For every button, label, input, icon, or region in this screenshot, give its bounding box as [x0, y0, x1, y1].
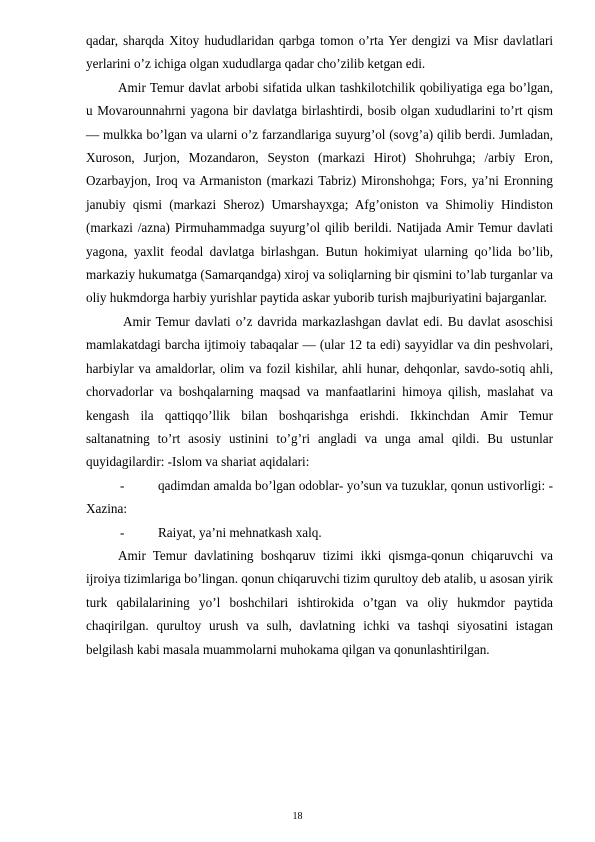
text-body	[86, 29, 553, 661]
list-item-text: qadimdan amalda bo’lgan odoblar- yo’sun va tuzuklar, qonun ustivorligi: - Xazina:	[86, 477, 553, 517]
list-item-text: Raiyat, ya’ni mehnatkash xalq.	[158, 524, 322, 540]
page-number: 18	[292, 811, 303, 822]
list-item	[86, 474, 553, 521]
paragraph-amir-temur-statesman: Amir Temur davlat arbobi sifatida ulkan tashkilotchilik qobiliyatiga ega bo’lgan, u Movarounnahrni yagona bir davlatga birlashtirdi, bosib olgan xududlarini to’rt qism — mulkka bo’lgan va ularni o’z farzandlariga suyurg’ol (sovg’a) qilib berdi. Jumladan, Xuroson, Jurjon, Mozandaron, Seyston (markazi Hirot) Shohruhga; /arbiy Eron, Ozarbayjon, Iroq va Armaniston (markazi Tabriz) Mironshohga; Fors, ya’ni Eronning janubiy qismi (markazi Sheroz) Umarshayxga; Afg’oniston va Shimoliy Hindiston (markazi /azna) Pirmuhammadga suyurg’ol qilib berildi. Natijada Amir Temur davlati yagona, yaxlit feodal davlatga birlashgan. Butun hokimiyat ularning qo’lida bo’lib, markaziy hukumatga (Samarqandga) xiroj va soliqlarning bir qismini to’lab turganlar va oliy hukmdorga harbiy yurishlar paytida askar yuborib turish majburiyatini bajarganlar.	[86, 79, 553, 306]
list-item	[86, 521, 553, 544]
paragraph-continuation: qadar, sharqda Xitoy hududlaridan qarbga tomon o’rta Yer dengizi va Misr davlatlari yerlarini o’z ichiga olgan xududlarga qadar cho’zilib ketgan edi.	[86, 33, 553, 72]
paragraph-governance-system: Amir Temur davlatining boshqaruv tizimi ikki qismga-qonun chiqaruvchi va ijroiya tizimlariga bo’lingan. qonun chiqaruvchi tizim qurultoy deb atalib, u asosan yirik turk qabilalarining yo’l boshchilari ishtirokida o’tgan va oliy hukmdor paytida chaqirilgan. qurultoy urush va sulh, davlatning ichki va tashqi siyosatini istagan belgilash kabi masala muammolarni muhokama qilgan va qonunlashtirilgan.	[86, 547, 553, 657]
paragraph-centralized-state: Amir Temur davlati o’z davrida markazlashgan davlat edi. Bu davlat asoschisi mamlakatdagi barcha ijtimoiy tabaqalar — (ular 12 ta edi) sayyidlar va din peshvolari, harbiylar va amaldorlar, olim va fozil kishilar, ahli hunar, dehqonlar, savdo-sotiq ahli, chorvadorlar va boshqalarning maqsad va manfaatlarini himoya qilish, maslahat va kengash ila qattiqqo’llik bilan boshqarishga erishdi. Ikkinchdan Amir Temur saltanatning to’rt asosiy ustinini to’g’ri angladi va unga amal qildi. Bu ustunlar quyidagilardir: -Islom va shariat aqidalari:	[86, 313, 553, 470]
list-dash: -	[120, 524, 125, 540]
list-dash: -	[120, 477, 125, 493]
